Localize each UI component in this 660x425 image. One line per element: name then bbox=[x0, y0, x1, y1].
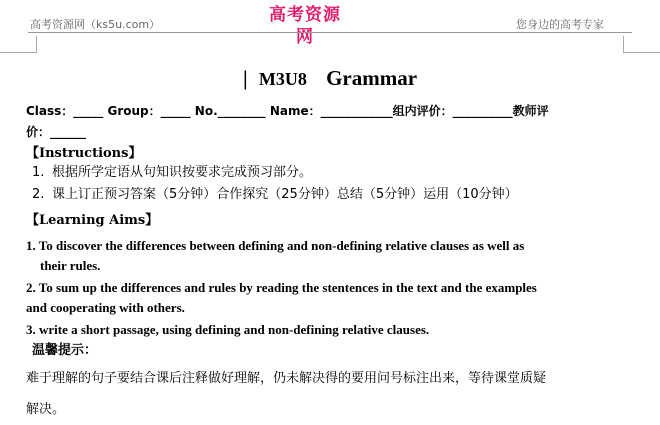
list-item bbox=[32, 184, 518, 206]
info-line-1: Class：_____ Group：_____ No.________ Name：____________组内评价：__________教师评 bbox=[26, 104, 549, 118]
student-info-block bbox=[26, 101, 638, 143]
list-item-number: 2. bbox=[32, 187, 45, 202]
info-line-2: 价：______ bbox=[26, 125, 87, 139]
instructions-list bbox=[32, 162, 518, 206]
list-item-number: 1. bbox=[32, 165, 45, 180]
aim-line: 1. To discover the differences between defining and non-defining relative clauses as well as bbox=[26, 238, 525, 253]
list-item-text: 根据所学定语从句知识按要求完成预习部分。 bbox=[52, 165, 313, 180]
tips-line: 难于理解的句子要结合课后注释做好理解，仍未解决得的要用问号标注出来，等待课堂质疑 bbox=[26, 371, 547, 386]
aim-item bbox=[26, 236, 636, 276]
title-bar: | bbox=[242, 66, 248, 90]
header-right-text: 您身边的高考专家 bbox=[516, 18, 604, 31]
header-left-text: 高考资源网（ks5u.com） bbox=[30, 18, 161, 31]
title-text: Grammar bbox=[326, 66, 418, 90]
aim-item bbox=[26, 320, 636, 340]
margin-corner-left bbox=[0, 36, 37, 53]
list-item-text: 课上订正预习答案（5分钟）合作探究（25分钟）总结（5分钟）运用（10分钟） bbox=[52, 187, 518, 202]
aim-line: 3. write a short passage, using defining and non-defining relative clauses. bbox=[26, 322, 430, 337]
page-header bbox=[0, 0, 660, 47]
aim-line: their rules. bbox=[40, 258, 101, 273]
learning-aims-heading: 【Learning Aims】 bbox=[26, 213, 159, 228]
aim-line: and cooperating with others. bbox=[26, 300, 185, 315]
tips-body bbox=[26, 363, 626, 425]
learning-aims-list bbox=[26, 236, 636, 342]
document-title bbox=[0, 66, 660, 91]
margin-corner-right bbox=[623, 36, 660, 53]
title-unit-code: M3U8 bbox=[258, 69, 307, 89]
instructions-heading: 【Instructions】 bbox=[26, 146, 142, 161]
tips-line: 解决。 bbox=[26, 402, 66, 417]
header-divider bbox=[28, 32, 632, 33]
aim-line: 2. To sum up the differences and rules by reading the stentences in the text and the examples bbox=[26, 280, 537, 295]
aim-item bbox=[26, 278, 636, 318]
logo: 高考资源网 bbox=[269, 5, 341, 47]
tips-heading: 温馨提示： bbox=[32, 343, 98, 358]
list-item bbox=[32, 162, 518, 184]
